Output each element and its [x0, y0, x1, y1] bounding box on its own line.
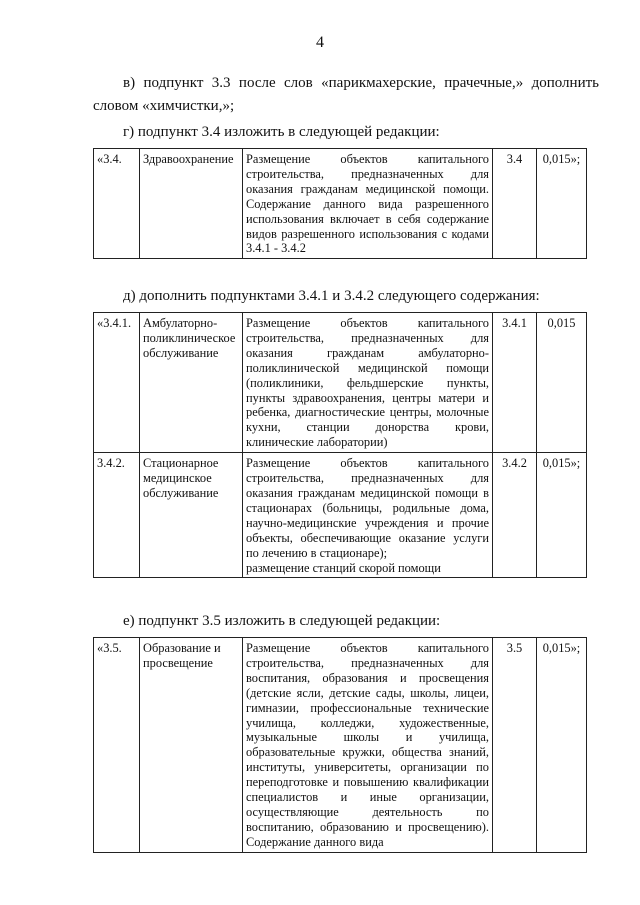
row-code-number: 3.5: [493, 638, 537, 853]
row-code: «3.5.: [94, 638, 140, 853]
row-title: Амбулаторно-поликлиническое обслуживание: [140, 313, 243, 453]
row-value: 0,015: [537, 313, 587, 453]
row-code: «3.4.1.: [94, 313, 140, 453]
row-code-number: 3.4: [493, 149, 537, 259]
row-value: 0,015»;: [537, 149, 587, 259]
paragraph-d: д) дополнить подпунктами 3.4.1 и 3.4.2 следующего содержания:: [123, 288, 540, 304]
row-code-number: 3.4.1: [493, 313, 537, 453]
paragraph-v-line2: словом «химчистки,»;: [93, 98, 235, 114]
row-code: 3.4.2.: [94, 453, 140, 578]
page-number: 4: [316, 34, 324, 51]
table-medicine: [93, 312, 587, 578]
paragraph-g: г) подпункт 3.4 изложить в следующей редакции:: [123, 124, 440, 140]
row-code: «3.4.: [94, 149, 140, 259]
row-description-part2: размещение станций скорой помощи: [246, 560, 441, 575]
table-row: [94, 638, 587, 853]
row-description: Размещение объектов капитального строительства, предназначенных для оказания гражданам амбулаторно-поликлинической медицинской помощи (поликлиники, фельдшерские пункты, пункты здравоохранения, центры матери и ребенка, диагностические центры, молочные кухни, станции донорства крови, клинические лаборатории): [243, 313, 493, 453]
row-title: Здравоохранение: [140, 149, 243, 259]
row-value: 0,015»;: [537, 453, 587, 578]
row-value: 0,015»;: [537, 638, 587, 853]
table-row: [94, 313, 587, 453]
row-description: Размещение объектов капитального строительства, предназначенных для воспитания, образования и просвещения (детские ясли, детские сады, школы, лицеи, гимназии, профессиональные технические училища, колледжи, художественные, музыкальные школы и училища, образовательные кружки, общества знаний, институты, университеты, организации по переподготовке и повышению квалификации специалистов и иные организации, осуществляющие деятельность по воспитанию, образованию и просвещению). Содержание данного вида: [243, 638, 493, 853]
table-zdravookhranenie: [93, 148, 587, 259]
paragraph-v-line1: в) подпункт 3.3 после слов «парикмахерские, прачечные,» дополнить: [123, 75, 599, 91]
row-title: Образование и просвещение: [140, 638, 243, 853]
table-education: [93, 637, 587, 853]
row-description-part1: Размещение объектов капитального строительства, предназначенных для оказания гражданам медицинской помощи в стационарах (больницы, родильные дома, научно-медицинские учреждения и прочие объекты, обеспечивающие оказание услуги по лечению в стационаре);: [246, 456, 489, 560]
table-row: [94, 149, 587, 259]
row-description: Размещение объектов капитального строительства, предназначенных для оказания гражданам медицинской помощи. Содержание данного вида разрешенного использования включает в себя содержание видов разрешенного использования с кодами 3.4.1 - 3.4.2: [243, 149, 493, 259]
paragraph-e: е) подпункт 3.5 изложить в следующей редакции:: [123, 613, 441, 629]
row-title: Стационарное медицинское обслуживание: [140, 453, 243, 578]
table-row: [94, 453, 587, 578]
row-description: [243, 453, 493, 578]
row-code-number: 3.4.2: [493, 453, 537, 578]
